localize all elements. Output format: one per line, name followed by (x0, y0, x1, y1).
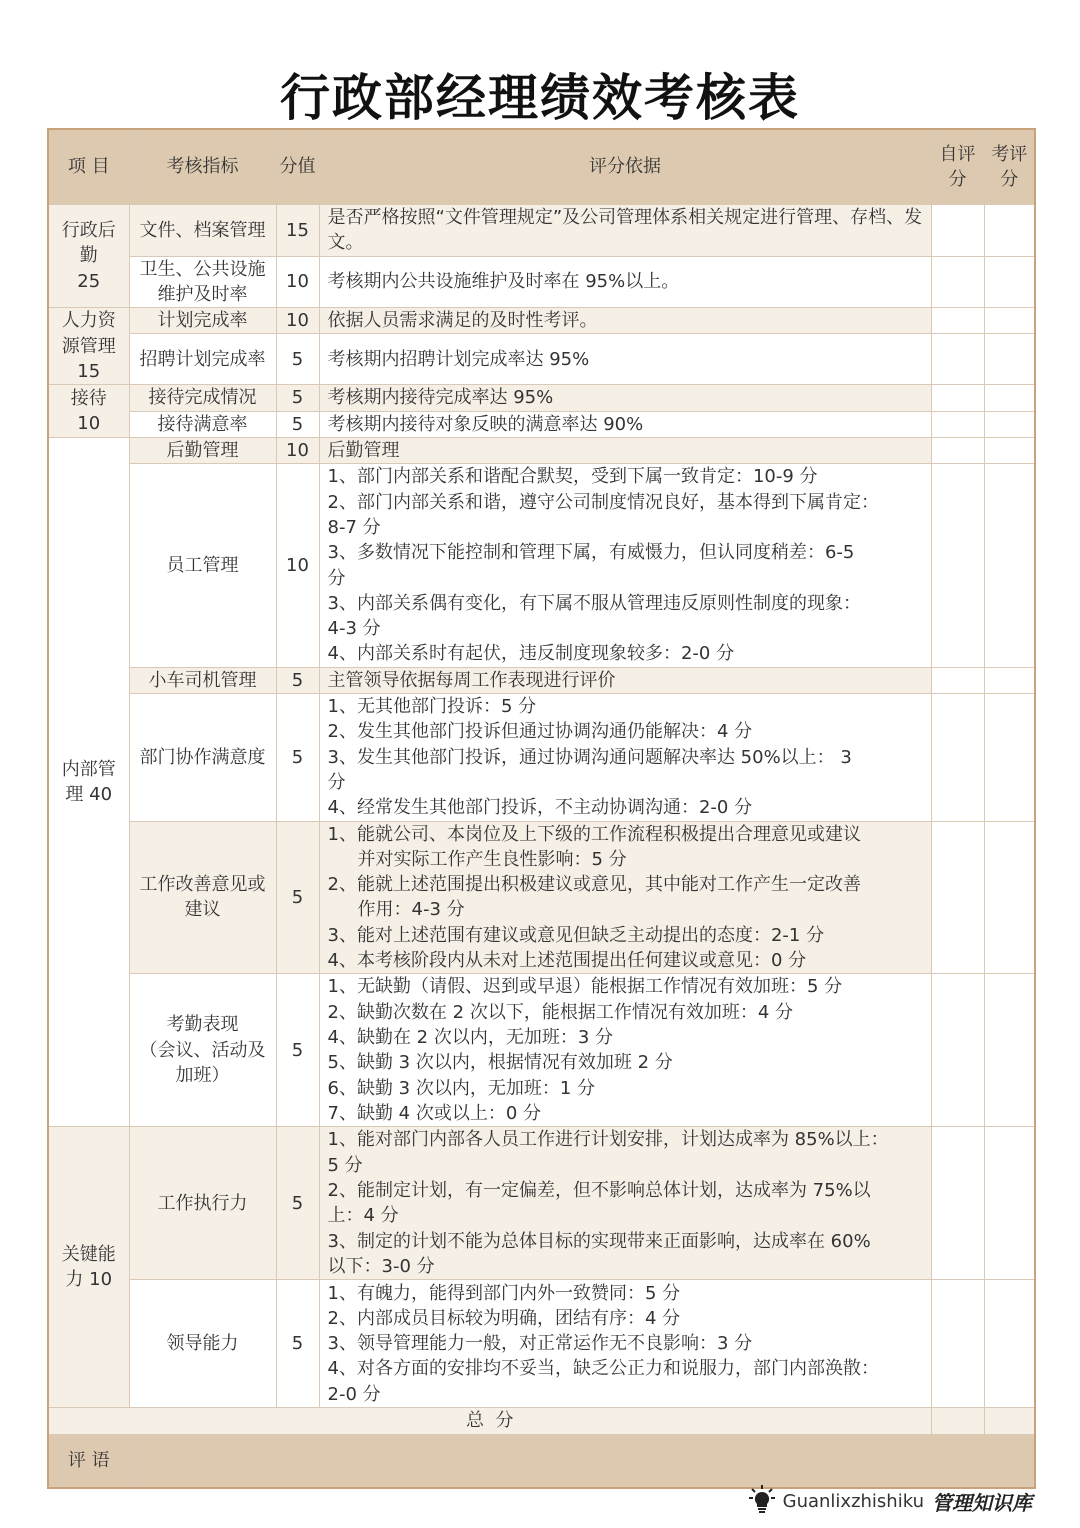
basis-line: 5 分 (327, 1154, 363, 1176)
row-score: 10 (276, 308, 319, 334)
review-score-cell[interactable] (984, 464, 1035, 667)
review-score-cell[interactable] (984, 308, 1035, 334)
basis-line: 2、缺勤次数在 2 次以下，能根据工作情况有效加班：4 分 (327, 1001, 794, 1023)
table-row (48, 438, 1035, 464)
basis-line: 2-0 分 (327, 1383, 381, 1405)
row-score: 10 (276, 438, 319, 464)
row-score: 5 (276, 667, 319, 693)
page-title: 行政部经理绩效考核表 (280, 68, 800, 127)
group-internal: 内部管理 40 (48, 438, 129, 1127)
basis-line: 4、经常发生其他部门投诉，不主动协调沟通：2-0 分 (327, 797, 753, 819)
self-score-cell[interactable] (931, 464, 984, 667)
table-row (48, 308, 1035, 334)
table-row (48, 1280, 1035, 1408)
self-score-cell[interactable] (931, 974, 984, 1127)
row-basis (319, 821, 931, 974)
basis-line: 分 (327, 771, 346, 793)
brand-chinese: 管理知识库 (932, 1491, 1032, 1515)
row-basis (319, 1127, 931, 1280)
table-row (48, 667, 1035, 693)
total-self-score-cell[interactable] (931, 1408, 984, 1434)
basis-line: 并对实际工作产生良性影响：5 分 (357, 848, 627, 870)
row-indicator: 考勤表现 （会议、活动及加班） (129, 974, 276, 1127)
row-basis (319, 694, 931, 821)
table-row (48, 334, 1035, 385)
row-indicator: 员工管理 (129, 464, 276, 667)
basis-line: 3、领导管理能力一般，对正常运作无不良影响：3 分 (327, 1333, 753, 1355)
basis-line: 1、无其他部门投诉：5 分 (327, 696, 537, 718)
basis-line: 1、能对部门内部各人员工作进行计划安排，计划达成率为 85%以上： (327, 1129, 889, 1151)
footer (749, 1484, 1032, 1519)
row-score: 5 (276, 334, 319, 385)
row-basis: 考核期内接待对象反映的满意率达 90% (319, 411, 931, 437)
review-score-cell[interactable] (984, 438, 1035, 464)
row-basis: 主管领导依据每周工作表现进行评价 (319, 667, 931, 693)
review-score-cell[interactable] (984, 694, 1035, 821)
row-basis: 考核期内接待完成率达 95% (319, 385, 931, 411)
self-score-cell[interactable] (931, 821, 984, 974)
basis-line: 2、能就上述范围提出积极建议或意见，其中能对工作产生一定改善 (327, 874, 861, 896)
row-score: 10 (276, 464, 319, 667)
row-score: 5 (276, 694, 319, 821)
review-score-cell[interactable] (984, 667, 1035, 693)
row-score: 5 (276, 974, 319, 1127)
row-basis: 考核期内招聘计划完成率达 95% (319, 334, 931, 385)
basis-line: 3、发生其他部门投诉，通过协调沟通问题解决率达 50%以上： 3 (327, 746, 852, 768)
row-basis (319, 205, 931, 257)
group-hr: 人力资源管理 15 (48, 308, 129, 385)
row-score: 5 (276, 1280, 319, 1408)
header-review-score: 考评分 (984, 129, 1035, 205)
remark-row (48, 1434, 1035, 1488)
review-score-cell[interactable] (984, 411, 1035, 437)
row-basis (319, 974, 931, 1127)
basis-line: 3、多数情况下能控制和管理下属，有威慑力，但认同度稍差：6-5 (327, 542, 855, 564)
self-score-cell[interactable] (931, 1280, 984, 1408)
group-reception: 接待 10 (48, 385, 129, 438)
table-row (48, 411, 1035, 437)
self-score-cell[interactable] (931, 1127, 984, 1280)
self-score-cell[interactable] (931, 205, 984, 257)
review-score-cell[interactable] (984, 334, 1035, 385)
basis-line: 1、部门内部关系和谐配合默契，受到下属一致肯定：10-9 分 (327, 466, 818, 488)
table-row (48, 694, 1035, 821)
total-row (48, 1408, 1035, 1434)
basis-line: 3、制定的计划不能为总体目标的实现带来正面影响，达成率在 60% (327, 1230, 871, 1252)
basis-line: 3、内部关系偶有变化，有下属不服从管理违反原则性制度的现象： (327, 592, 861, 614)
row-indicator: 计划完成率 (129, 308, 276, 334)
appraisal-table (47, 128, 1036, 1489)
basis-line: 7、缺勤 4 次或以上：0 分 (327, 1102, 542, 1124)
self-score-cell[interactable] (931, 385, 984, 411)
header-basis: 评分依据 (319, 129, 931, 205)
row-score: 5 (276, 385, 319, 411)
remark-label: 评 语 (48, 1434, 129, 1488)
basis-line: 4、内部关系时有起伏，违反制度现象较多：2-0 分 (327, 643, 735, 665)
header-score: 分值 (276, 129, 319, 205)
basis-line: 作用：4-3 分 (357, 899, 465, 921)
table-header (48, 129, 1035, 205)
basis-line: 4-3 分 (327, 618, 381, 640)
basis-line: 2、发生其他部门投诉但通过协调沟通仍能解决：4 分 (327, 721, 753, 743)
row-indicator: 部门协作满意度 (129, 694, 276, 821)
review-score-cell[interactable] (984, 205, 1035, 257)
row-indicator: 领导能力 (129, 1280, 276, 1408)
row-basis (319, 464, 931, 667)
review-score-cell[interactable] (984, 1280, 1035, 1408)
total-review-score-cell[interactable] (984, 1408, 1035, 1434)
table-row (48, 974, 1035, 1127)
header-self-score: 自评分 (931, 129, 984, 205)
table-row (48, 464, 1035, 667)
review-score-cell[interactable] (984, 385, 1035, 411)
basis-line: 4、本考核阶段内从未对上述范围提出任何建议或意见：0 分 (327, 950, 807, 972)
row-indicator: 后勤管理 (129, 438, 276, 464)
self-score-cell[interactable] (931, 411, 984, 437)
self-score-cell[interactable] (931, 438, 984, 464)
basis-line: 4、缺勤在 2 次以内，无加班：3 分 (327, 1027, 614, 1049)
row-basis: 后勤管理 (319, 438, 931, 464)
self-score-cell[interactable] (931, 308, 984, 334)
basis-line: 1、能就公司、本岗位及上下级的工作流程积极提出合理意见或建议 (327, 823, 861, 845)
basis-line: 6、缺勤 3 次以内，无加班：1 分 (327, 1077, 596, 1099)
basis-text: 是否严格按照“文件管理规定”及公司管理体系相关规定进行管理、存档、发文。 (327, 207, 923, 254)
group-key: 关键能力 10 (48, 1127, 129, 1408)
basis-line: 分 (327, 567, 346, 589)
remark-field[interactable] (129, 1434, 1035, 1488)
bulb-icon (749, 1484, 775, 1519)
review-score-cell[interactable] (984, 974, 1035, 1127)
row-score: 10 (276, 256, 319, 308)
row-indicator: 工作改善意见或建议 (129, 821, 276, 974)
self-score-cell[interactable] (931, 334, 984, 385)
row-indicator: 工作执行力 (129, 1127, 276, 1280)
self-score-cell[interactable] (931, 256, 984, 308)
table-row (48, 256, 1035, 308)
self-score-cell[interactable] (931, 667, 984, 693)
row-score: 5 (276, 1127, 319, 1280)
basis-line: 1、无缺勤（请假、迟到或早退）能根据工作情况有效加班：5 分 (327, 976, 843, 998)
row-indicator: 文件、档案管理 (129, 205, 276, 257)
header-indicator: 考核指标 (129, 129, 276, 205)
basis-line: 8-7 分 (327, 516, 381, 538)
review-score-cell[interactable] (984, 256, 1035, 308)
table-row (48, 205, 1035, 257)
row-indicator: 小车司机管理 (129, 667, 276, 693)
row-basis: 依据人员需求满足的及时性考评。 (319, 308, 931, 334)
basis-line: 以下：3-0 分 (327, 1255, 435, 1277)
basis-line: 上：4 分 (327, 1205, 399, 1227)
header-project: 项 目 (48, 129, 129, 205)
row-indicator: 接待满意率 (129, 411, 276, 437)
row-indicator: 招聘计划完成率 (129, 334, 276, 385)
table-row (48, 385, 1035, 411)
row-score: 15 (276, 205, 319, 257)
table-row (48, 821, 1035, 974)
total-label: 总 分 (48, 1408, 931, 1434)
group-admin: 行政后勤 25 (48, 205, 129, 308)
row-indicator: 接待完成情况 (129, 385, 276, 411)
basis-line: 2、能制定计划，有一定偏差，但不影响总体计划，达成率为 75%以 (327, 1180, 871, 1202)
basis-line: 2、内部成员目标较为明确，团结有序：4 分 (327, 1307, 681, 1329)
review-score-cell[interactable] (984, 821, 1035, 974)
basis-line: 4、对各方面的安排均不妥当，缺乏公正力和说服力，部门内部涣散： (327, 1358, 879, 1380)
row-basis (319, 1280, 931, 1408)
basis-line: 5、缺勤 3 次以内，根据情况有效加班 2 分 (327, 1052, 673, 1074)
row-score: 5 (276, 411, 319, 437)
table-row (48, 1127, 1035, 1280)
row-score: 5 (276, 821, 319, 974)
basis-line: 3、能对上述范围有建议或意见但缺乏主动提出的态度：2-1 分 (327, 924, 825, 946)
self-score-cell[interactable] (931, 694, 984, 821)
review-score-cell[interactable] (984, 1127, 1035, 1280)
brand-latin: Guanlixzhishiku (782, 1491, 924, 1512)
row-indicator: 卫生、公共设施维护及时率 (129, 256, 276, 308)
basis-line: 2、部门内部关系和谐，遵守公司制度情况良好，基本得到下属肯定： (327, 491, 879, 513)
row-basis: 考核期内公共设施维护及时率在 95%以上。 (319, 256, 931, 308)
basis-line: 1、有魄力，能得到部门内外一致赞同：5 分 (327, 1282, 681, 1304)
